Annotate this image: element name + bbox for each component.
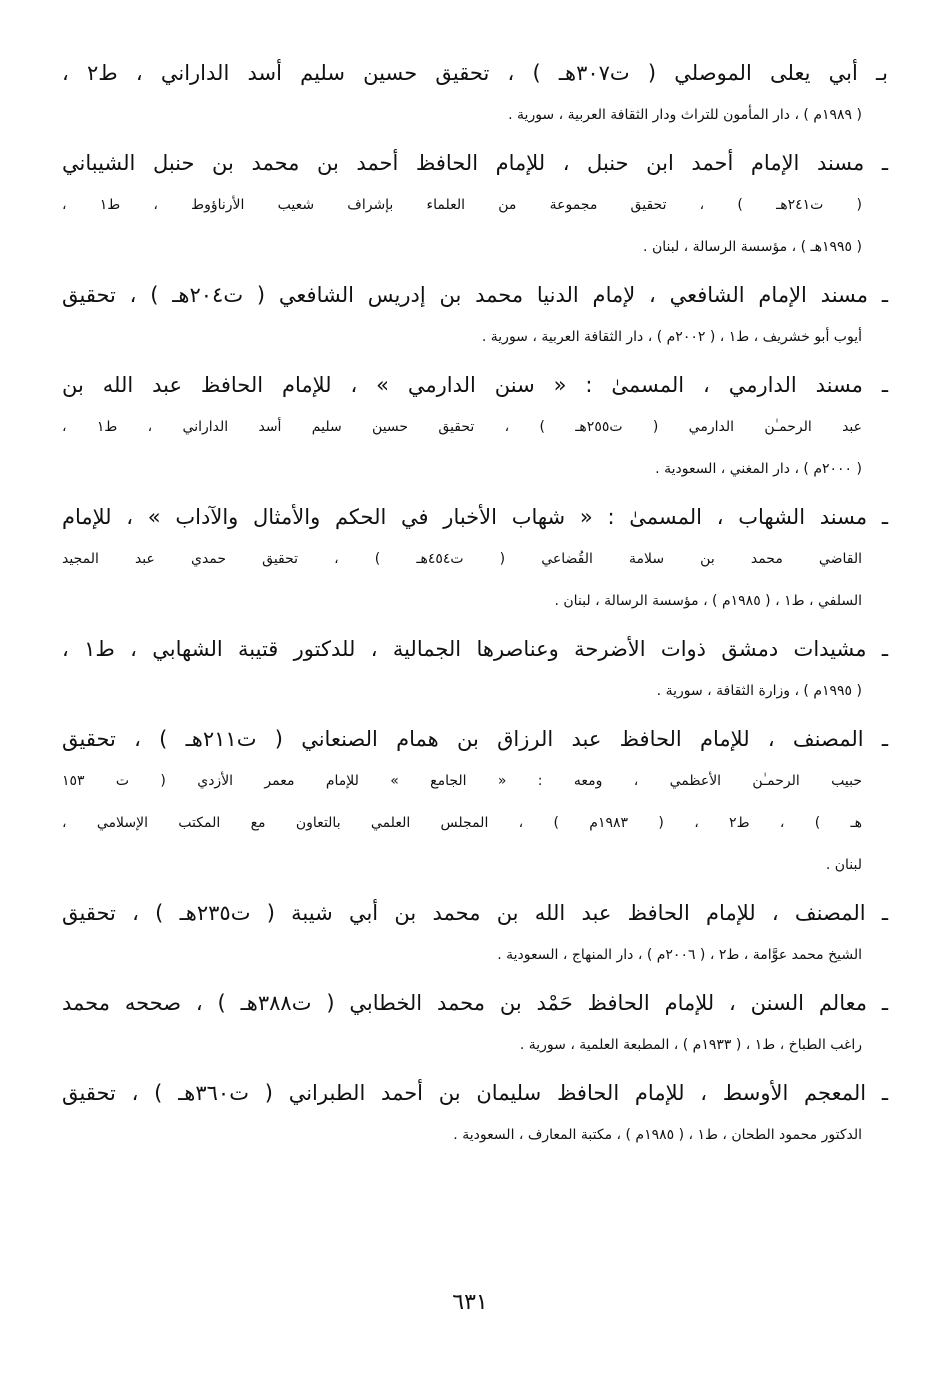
entry-line: ( ١٩٨٩م ) ، دار المأمون للتراث ودار الثقافة العربية ، سورية .: [508, 107, 862, 123]
entry-line: لبنان .: [825, 857, 862, 873]
entry-line: ـ المصنف ، للإمام الحافظ عبد الله بن محمد بن أبي شيبة ( ت٢٣٥هـ ) ، تحقيق: [62, 901, 888, 925]
bibliography-entry: [62, 496, 888, 622]
entry-line: الدكتور محمود الطحان ، ط١ ، ( ١٩٨٥م ) ، مكتبة المعارف ، السعودية .: [453, 1127, 862, 1143]
bibliography-entry: [62, 982, 888, 1066]
bibliography-entry: [62, 274, 888, 358]
bibliography-entry: [62, 364, 888, 490]
bibliography-list: [62, 52, 888, 1156]
entry-line: أيوب أبو خشريف ، ط١ ، ( ٢٠٠٢م ) ، دار الثقافة العربية ، سورية .: [481, 329, 862, 345]
bibliography-entry: [62, 52, 888, 136]
entry-line: ( ١٩٩٥م ) ، وزارة الثقافة ، سورية .: [656, 683, 862, 699]
entry-line: بـ أبي يعلى الموصلي ( ت٣٠٧هـ ) ، تحقيق حسين سليم أسد الداراني ، ط٢ ،: [62, 61, 888, 85]
entry-line: عبد الرحمـٰن الدارمي ( ت٢٥٥هـ ) ، تحقيق حسين سليم أسد الداراني ، ط١ ،: [62, 419, 862, 435]
entry-line: ـ مشيدات دمشق ذوات الأضرحة وعناصرها الجمالية ، للدكتور قتيبة الشهابي ، ط١ ،: [62, 637, 888, 661]
bibliography-entry: [62, 718, 888, 886]
entry-line: السلفي ، ط١ ، ( ١٩٨٥م ) ، مؤسسة الرسالة ، لبنان .: [554, 593, 862, 609]
entry-line: ـ مسند الإمام الشافعي ، لإمام الدنيا محمد بن إدريس الشافعي ( ت٢٠٤هـ ) ، تحقيق: [62, 283, 888, 307]
entry-line: هـ ) ، ط٢ ، ( ١٩٨٣م ) ، المجلس العلمي بالتعاون مع المكتب الإسلامي ،: [62, 815, 862, 831]
entry-line: ـ مسند الإمام أحمد ابن حنبل ، للإمام الحافظ أحمد بن محمد بن حنبل الشيباني: [62, 151, 888, 175]
entry-line: ( ٢٠٠٠م ) ، دار المغني ، السعودية .: [655, 461, 862, 477]
bibliography-entry: [62, 1072, 888, 1156]
page-number: ٦٣١: [452, 1290, 488, 1315]
entry-line: ـ مسند الدارمي ، المسمىٰ : « سنن الدارمي » ، للإمام الحافظ عبد الله بن: [62, 373, 888, 397]
entry-line: القاضي محمد بن سلامة القُضاعي ( ت٤٥٤هـ ) ، تحقيق حمدي عبد المجيد: [62, 551, 862, 567]
bibliography-entry: [62, 892, 888, 976]
entry-line: ( ت٢٤١هـ ) ، تحقيق مجموعة من العلماء بإشراف شعيب الأرناؤوط ، ط١ ،: [62, 197, 863, 213]
entry-line: ( ١٩٩٥هـ ) ، مؤسسة الرسالة ، لبنان .: [643, 239, 862, 255]
entry-line: الشيخ محمد عوَّامة ، ط٢ ، ( ٢٠٠٦م ) ، دار المنهاج ، السعودية .: [497, 947, 862, 963]
bibliography-entry: [62, 628, 888, 712]
entry-line: راغب الطباخ ، ط١ ، ( ١٩٣٣م ) ، المطبعة العلمية ، سورية .: [519, 1037, 862, 1053]
entry-line: ـ المصنف ، للإمام الحافظ عبد الرزاق بن همام الصنعاني ( ت٢١١هـ ) ، تحقيق: [62, 727, 888, 751]
entry-line: ـ مسند الشهاب ، المسمىٰ : « شهاب الأخبار في الحكم والأمثال والآداب » ، للإمام: [62, 505, 888, 529]
entry-line: ـ معالم السنن ، للإمام الحافظ حَمْد بن محمد الخطابي ( ت٣٨٨هـ ) ، صححه محمد: [62, 991, 888, 1015]
bibliography-entry: [62, 142, 888, 268]
entry-line: ـ المعجم الأوسط ، للإمام الحافظ سليمان بن أحمد الطبراني ( ت٣٦٠هـ ) ، تحقيق: [62, 1081, 888, 1105]
entry-line: حبيب الرحمـٰن الأعظمي ، ومعه : « الجامع » للإمام معمر الأزدي ( ت ١٥٣: [62, 773, 862, 789]
